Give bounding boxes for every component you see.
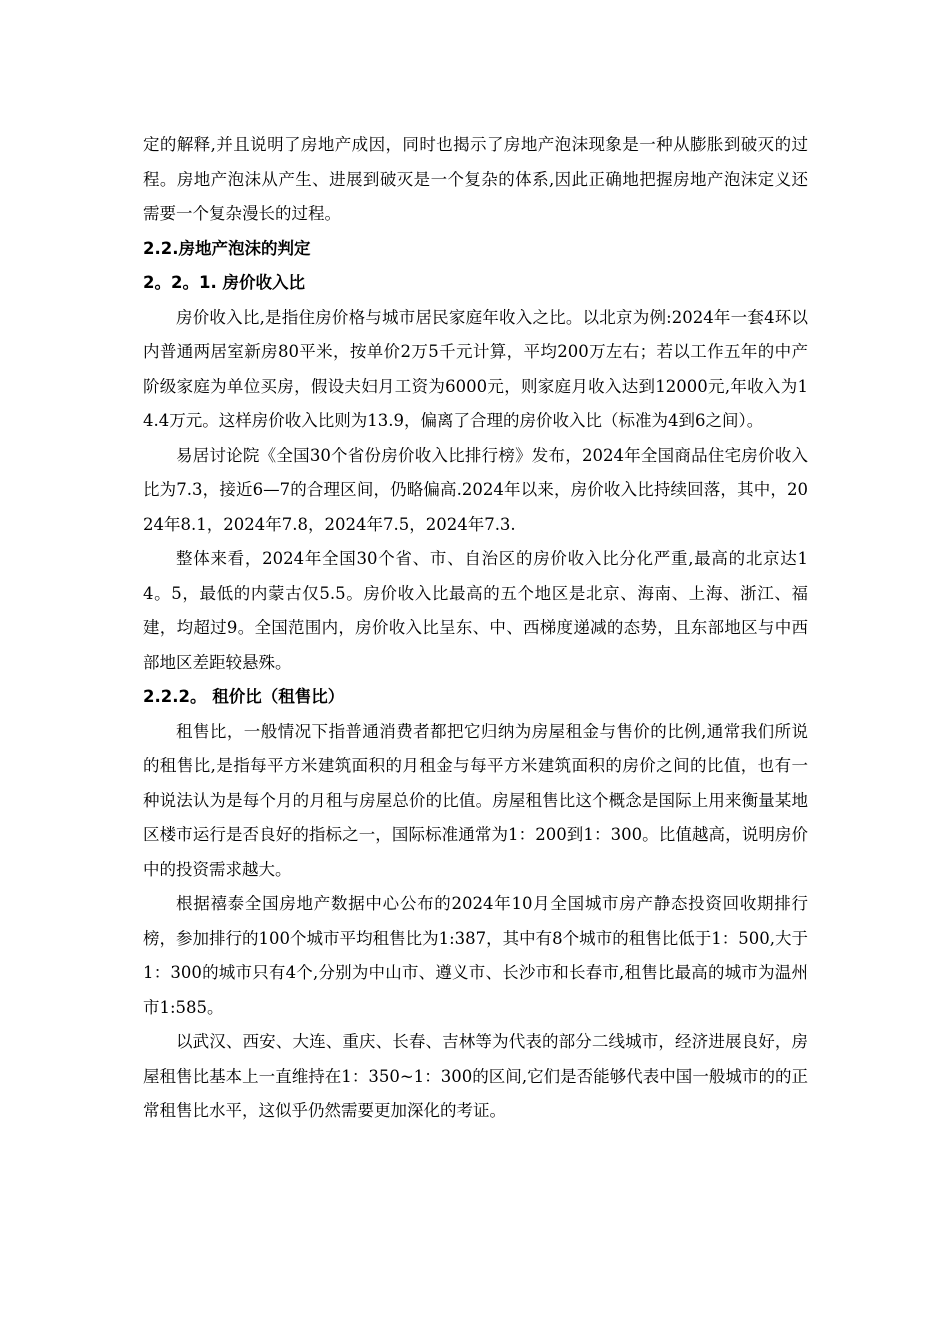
paragraph-price-income-regional: 整体来看，2024年全国30个省、市、自治区的房价收入比分化严重,最高的北京达14。5，最低的内蒙古仅5.5。房价收入比最高的五个地区是北京、海南、上海、浙江、福建，均超过9。全国范围内，房价收入比呈东、中、西梯度递减的态势，且东部地区与中西部地区差距较悬殊。 [143, 549, 808, 672]
paragraph-price-income-definition: 房价收入比,是指住房价格与城市居民家庭年收入之比。以北京为例:2024年一套4环以内普通两居室新房80平米，按单价2万5千元计算，平均200万左右；若以工作五年的中产阶级家庭为单位买房，假设夫妇月工资为6000元，则家庭月收入达到12000元,年收入为14.4万元。这样房价收入比则为13.9，偏离了合理的房价收入比（标准为4到6之间）。 [143, 307, 808, 430]
paragraph-rent-ratio-definition: 租售比，一般情况下指普通消费者都把它归纳为房屋租金与售价的比例,通常我们所说的租售比,是指每平方米建筑面积的月租金与每平方米建筑面积的房价之间的比值，也有一种说法认为是每个月的月租与房屋总价的比值。房屋租售比这个概念是国际上用来衡量某地区楼市运行是否良好的指标之一，国际标准通常为1：200到1：300。比值越高，说明房价中的投资需求越大。 [143, 721, 808, 879]
paragraph-rent-ratio-ranking: 根据禧泰全国房地产数据中心公布的2024年10月全国城市房产静态投资回收期排行榜，参加排行的100个城市平均租售比为1:387，其中有8个城市的租售比低于1：500,大于1：300的城市只有4个,分别为中山市、遵义市、长沙市和长春市,租售比最高的城市为温州市1:585。 [143, 894, 808, 1017]
heading-section-2-2-2: 2.2.2。 租价比（租售比） [143, 687, 345, 706]
paragraph-rent-ratio-second-tier: 以武汉、西安、大连、重庆、长春、吉林等为代表的部分二线城市，经济进展良好，房屋租售比基本上一直维持在1：350~1：300的区间,它们是否能够代表中国一般城市的的正常租售比水平，这似乎仍然需要更加深化的考证。 [143, 1032, 808, 1120]
paragraph-price-income-ranking: 易居讨论院《全国30个省份房价收入比排行榜》发布，2024年全国商品住宅房价收入比为7.3，接近6—7的合理区间，仍略偏高.2024年以来，房价收入比持续回落，其中，2024年8.1，2024年7.8，2024年7.5，2024年7.3. [143, 445, 808, 534]
heading-section-2-2-1: 2。2。1. 房价收入比 [143, 273, 305, 292]
heading-section-2-2: 2.2.房地产泡沫的判定 [143, 238, 311, 258]
paragraph-intro-continued: 定的解释,并且说明了房地产成因，同时也揭示了房地产泡沫现象是一种从膨胀到破灭的过程。房地产泡沫从产生、进展到破灭是一个复杂的体系,因此正确地把握房地产泡沫定义还需要一个复杂漫长的过程。 [143, 135, 808, 223]
document-body [143, 128, 808, 1129]
